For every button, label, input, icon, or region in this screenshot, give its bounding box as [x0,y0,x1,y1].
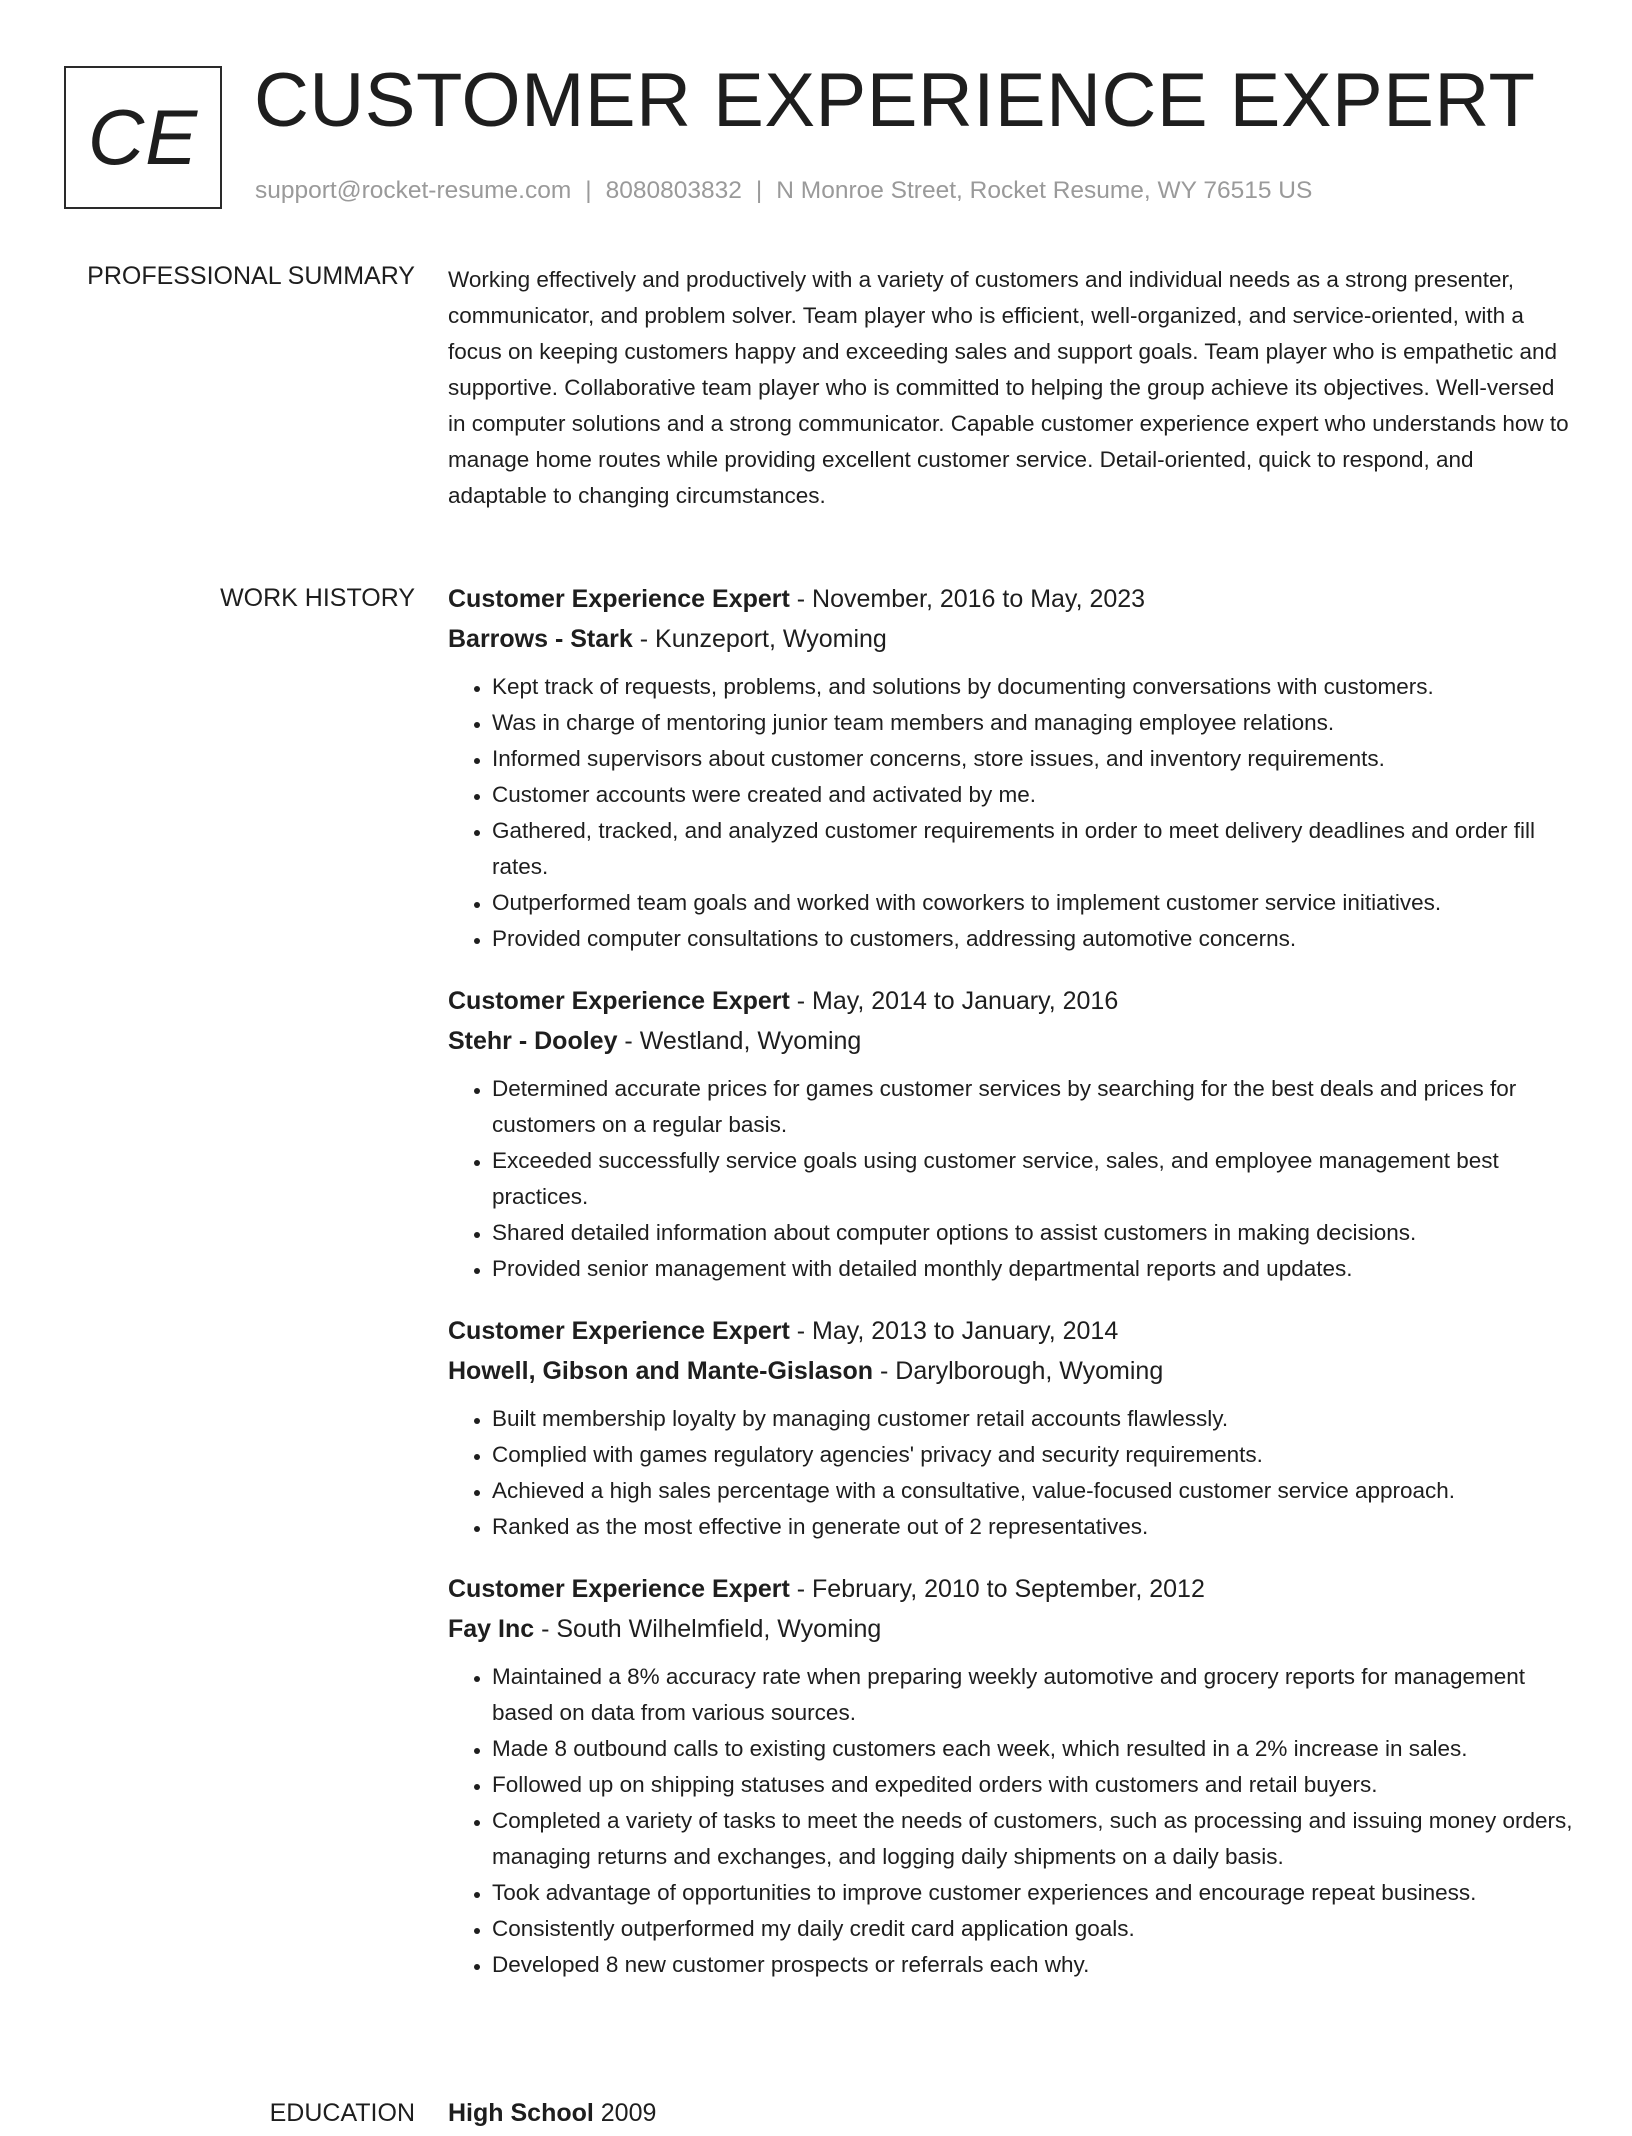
job-company: Barrows - Stark [448,625,633,653]
job-role: Customer Experience Expert [448,1317,790,1345]
job-company-line [448,619,1573,659]
job-dates: - November, 2016 to May, 2023 [789,585,1146,613]
job-bullet: • Informed supervisors about customer concerns, store issues, and inventory requirements. [492,741,1573,777]
job-bullet-list [448,1071,1573,1287]
job-bullet-list [448,669,1573,957]
job-bullet: • Followed up on shipping statuses and expedited orders with customers and retail buyers. [492,1767,1573,1803]
job-bullet: • Provided senior management with detailed monthly departmental reports and updates. [492,1251,1573,1287]
job-bullet-list [448,1401,1573,1545]
job-bullet: • Ranked as the most effective in generate out of 2 representatives. [492,1509,1573,1545]
job-dates: - February, 2010 to September, 2012 [789,1575,1205,1603]
contact-line [255,176,1312,206]
job-bullet: • Shared detailed information about computer options to assist customers in making decisions. [492,1215,1573,1251]
contact-phone[interactable]: 8080803832 [605,177,742,204]
job-bullet: • Provided computer consultations to customers, addressing automotive concerns. [492,921,1573,957]
job-title-line [448,1569,1573,1609]
education-section [0,2096,1632,2136]
job-company-line [448,1609,1573,1649]
job-bullet: • Took advantage of opportunities to improve customer experiences and encourage repeat business. [492,1875,1573,1911]
summary-text: Working effectively and productively with a variety of customers and individual needs as a strong presenter, communicator, and problem solver. Team player who is efficient, well-organized, and service-oriented, with a focus on keeping customers happy and exceeding sales and support goals. Team player who is empathetic and supportive. Collaborative team player who is committed to helping the group achieve its objectives. Well-versed in computer solutions and a strong communicator. Capable customer experience expert who understands how to manage home routes while providing excellent customer service. Detail-oriented, quick to respond, and adaptable to changing circumstances. [448,267,1569,508]
job-company: Fay Inc [448,1615,535,1643]
job-dates: - May, 2013 to January, 2014 [789,1317,1119,1345]
job-bullet: • Achieved a high sales percentage with a consultative, value-focused customer service approach. [492,1473,1573,1509]
job-entry [448,1311,1573,1545]
monogram-logo: CE [64,66,222,209]
job-company: Howell, Gibson and Mante-Gislason [448,1357,874,1385]
job-bullet: • Consistently outperformed my daily credit card application goals. [492,1911,1573,1947]
job-entry [448,579,1573,957]
job-company: Stehr - Dooley [448,1027,618,1055]
job-company-line [448,1021,1573,1061]
education-year: 2009 [593,2099,657,2127]
job-title-line [448,1311,1573,1351]
job-bullet: • Outperformed team goals and worked with coworkers to implement customer service initiatives. [492,885,1573,921]
job-entry [448,1569,1573,1983]
work-history-heading: WORK HISTORY [220,584,415,612]
job-role: Customer Experience Expert [448,585,790,613]
job-role: Customer Experience Expert [448,1575,790,1603]
job-title-line [448,579,1573,619]
job-company-line [448,1351,1573,1391]
summary-heading: PROFESSIONAL SUMMARY [87,262,415,290]
job-location: - Darylborough, Wyoming [873,1357,1164,1385]
job-entry [448,981,1573,1287]
job-location: - Westland, Wyoming [617,1027,862,1055]
job-bullet: • Completed a variety of tasks to meet the needs of customers, such as processing and issuing money orders, managing returns and exchanges, and logging daily shipments on a daily basis. [492,1803,1573,1875]
job-title-line [448,981,1573,1021]
job-bullet: • Developed 8 new customer prospects or referrals each why. [492,1947,1573,1983]
job-bullet: • Determined accurate prices for games customer services by searching for the best deals and prices for customers on a regular basis. [492,1071,1573,1143]
contact-separator: | [585,177,592,204]
education-entry [448,2093,1573,2133]
job-bullet: • Made 8 outbound calls to existing customers each week, which resulted in a 2% increase in sales. [492,1731,1573,1767]
contact-email[interactable]: support@rocket-resume.com [255,177,572,204]
job-bullet: • Maintained a 8% accuracy rate when preparing weekly automotive and grocery reports for management based on data from various sources. [492,1659,1573,1731]
education-heading: EDUCATION [269,2099,415,2127]
job-role: Customer Experience Expert [448,987,790,1015]
work-history-section [0,581,1632,2081]
job-location: - South Wilhelmfield, Wyoming [534,1615,882,1643]
job-location: - Kunzeport, Wyoming [632,625,887,653]
job-dates: - May, 2014 to January, 2016 [789,987,1119,1015]
job-bullet: • Gathered, tracked, and analyzed customer requirements in order to meet delivery deadlines and order fill rates. [492,813,1573,885]
contact-separator: | [755,177,763,204]
contact-address: N Monroe Street, Rocket Resume, WY 76515 US [776,177,1313,204]
job-bullet: • Complied with games regulatory agencies' privacy and security requirements. [492,1437,1573,1473]
job-list [448,579,1573,2007]
resume-name-title: CUSTOMER EXPERIENCE EXPERT [254,58,1536,143]
job-bullet: • Was in charge of mentoring junior team members and managing employee relations. [492,705,1573,741]
job-bullet-list [448,1659,1573,1983]
job-bullet: • Customer accounts were created and activated by me. [492,777,1573,813]
job-bullet: • Built membership loyalty by managing customer retail accounts flawlessly. [492,1401,1573,1437]
education-degree: High School [448,2099,594,2127]
job-bullet: • Exceeded successfully service goals using customer service, sales, and employee management best practices. [492,1143,1573,1215]
job-bullet: • Kept track of requests, problems, and solutions by documenting conversations with customers. [492,669,1573,705]
summary-section [0,259,1632,549]
